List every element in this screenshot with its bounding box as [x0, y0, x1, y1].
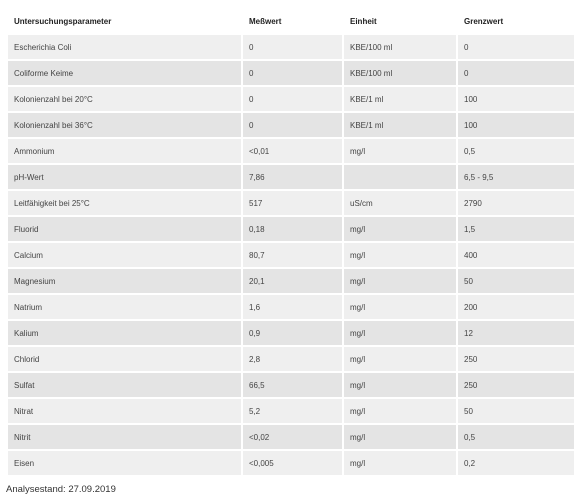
- unit-cell: KBE/100 ml: [344, 35, 456, 59]
- limit-value-cell: 100: [458, 87, 574, 111]
- table-row: [8, 243, 574, 267]
- unit-cell: mg/l: [344, 139, 456, 163]
- header-grenzwert: Grenzwert: [458, 9, 574, 33]
- parameter-cell: Coliforme Keime: [8, 61, 241, 85]
- table-row: [8, 191, 574, 215]
- unit-cell: mg/l: [344, 451, 456, 475]
- measured-value-cell: 0: [243, 61, 342, 85]
- table-row: [8, 35, 574, 59]
- parameter-cell: Nitrit: [8, 425, 241, 449]
- table-row: [8, 61, 574, 85]
- parameter-cell: Kalium: [8, 321, 241, 345]
- table-row: [8, 269, 574, 293]
- limit-value-cell: 2790: [458, 191, 574, 215]
- table-row: [8, 373, 574, 397]
- analysis-date: Analysestand: 27.09.2019: [6, 484, 116, 495]
- limit-value-cell: 50: [458, 399, 574, 423]
- table-row: [8, 87, 574, 111]
- unit-cell: mg/l: [344, 347, 456, 371]
- unit-cell: mg/l: [344, 425, 456, 449]
- table-row: [8, 295, 574, 319]
- unit-cell: mg/l: [344, 217, 456, 241]
- parameter-cell: Fluorid: [8, 217, 241, 241]
- measured-value-cell: 517: [243, 191, 342, 215]
- unit-cell: mg/l: [344, 321, 456, 345]
- table-row: [8, 217, 574, 241]
- measured-value-cell: 7,86: [243, 165, 342, 189]
- water-analysis-table-container: [6, 7, 574, 477]
- table-row: [8, 425, 574, 449]
- parameter-cell: Kolonienzahl bei 20°C: [8, 87, 241, 111]
- unit-cell: [344, 165, 456, 189]
- measured-value-cell: <0,02: [243, 425, 342, 449]
- limit-value-cell: 400: [458, 243, 574, 267]
- unit-cell: KBE/100 ml: [344, 61, 456, 85]
- table-row: [8, 165, 574, 189]
- table-header-row: [8, 9, 574, 33]
- parameter-cell: Ammonium: [8, 139, 241, 163]
- measured-value-cell: 1,6: [243, 295, 342, 319]
- table-row: [8, 139, 574, 163]
- unit-cell: mg/l: [344, 269, 456, 293]
- unit-cell: mg/l: [344, 373, 456, 397]
- limit-value-cell: 12: [458, 321, 574, 345]
- table-row: [8, 451, 574, 475]
- parameter-cell: Escherichia Coli: [8, 35, 241, 59]
- measured-value-cell: 0,18: [243, 217, 342, 241]
- measured-value-cell: 0: [243, 35, 342, 59]
- unit-cell: mg/l: [344, 243, 456, 267]
- unit-cell: KBE/1 ml: [344, 113, 456, 137]
- measured-value-cell: <0,005: [243, 451, 342, 475]
- measured-value-cell: 0: [243, 87, 342, 111]
- table-body: [8, 35, 574, 475]
- limit-value-cell: 0,5: [458, 425, 574, 449]
- limit-value-cell: 0,2: [458, 451, 574, 475]
- measured-value-cell: 80,7: [243, 243, 342, 267]
- limit-value-cell: 6,5 - 9,5: [458, 165, 574, 189]
- limit-value-cell: 0,5: [458, 139, 574, 163]
- parameter-cell: Kolonienzahl bei 36°C: [8, 113, 241, 137]
- table-row: [8, 321, 574, 345]
- header-messwert: Meßwert: [243, 9, 342, 33]
- measured-value-cell: 5,2: [243, 399, 342, 423]
- header-untersuchungsparameter: Untersuchungsparameter: [8, 9, 241, 33]
- measured-value-cell: 0,9: [243, 321, 342, 345]
- measured-value-cell: 0: [243, 113, 342, 137]
- unit-cell: KBE/1 ml: [344, 87, 456, 111]
- table-row: [8, 399, 574, 423]
- measured-value-cell: 66,5: [243, 373, 342, 397]
- limit-value-cell: 100: [458, 113, 574, 137]
- parameter-cell: Chlorid: [8, 347, 241, 371]
- parameter-cell: Nitrat: [8, 399, 241, 423]
- limit-value-cell: 250: [458, 347, 574, 371]
- limit-value-cell: 50: [458, 269, 574, 293]
- limit-value-cell: 200: [458, 295, 574, 319]
- parameter-cell: Natrium: [8, 295, 241, 319]
- limit-value-cell: 0: [458, 35, 574, 59]
- parameter-cell: Leitfähigkeit bei 25°C: [8, 191, 241, 215]
- parameter-cell: Magnesium: [8, 269, 241, 293]
- parameter-cell: Eisen: [8, 451, 241, 475]
- parameter-cell: pH-Wert: [8, 165, 241, 189]
- parameter-cell: Sulfat: [8, 373, 241, 397]
- unit-cell: mg/l: [344, 399, 456, 423]
- measured-value-cell: 20,1: [243, 269, 342, 293]
- limit-value-cell: 0: [458, 61, 574, 85]
- limit-value-cell: 250: [458, 373, 574, 397]
- water-analysis-table: [6, 7, 576, 477]
- parameter-cell: Calcium: [8, 243, 241, 267]
- table-row: [8, 113, 574, 137]
- measured-value-cell: 2,8: [243, 347, 342, 371]
- table-row: [8, 347, 574, 371]
- measured-value-cell: <0,01: [243, 139, 342, 163]
- unit-cell: mg/l: [344, 295, 456, 319]
- unit-cell: uS/cm: [344, 191, 456, 215]
- header-einheit: Einheit: [344, 9, 456, 33]
- limit-value-cell: 1,5: [458, 217, 574, 241]
